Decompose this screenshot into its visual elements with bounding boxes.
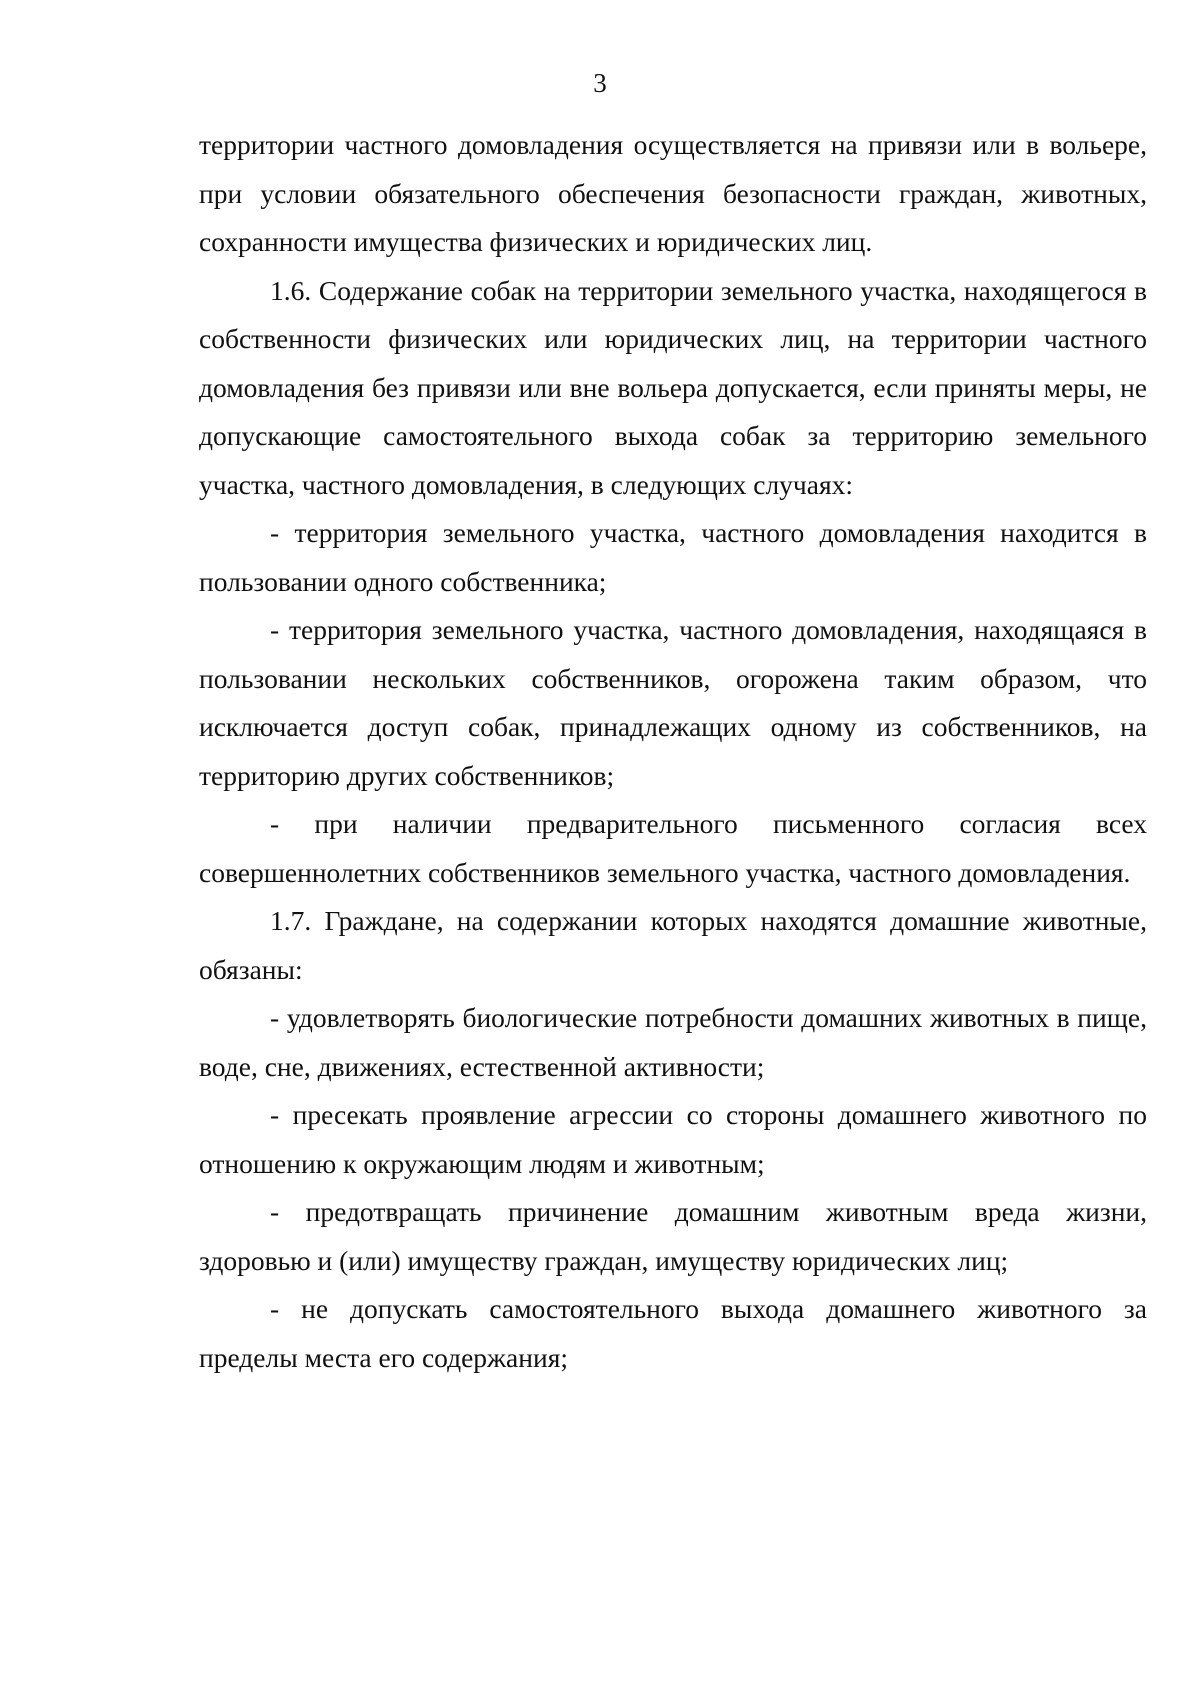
paragraph-1-6-dogs-without-leash: 1.6. Содержание собак на территории земельного участка, находящегося в собственности физических или юридических лиц, на территории частного домовладения без привязи или вне вольера допускается, если приняты меры, не допускающие самостоятельного выхода собак за территорию земельного участка, частного домовладения, в следующих случаях: (199, 274, 1147, 500)
list-item-multiple-owners-fenced: - территория земельного участка, частного домовладения, находящаяся в пользовании нескольких собственников, огорожена таким образом, что исключается доступ собак, принадлежащих одному из собственников, на территорию других собственников; (199, 614, 1147, 791)
list-item-prevent-harm: - предотвращать причинение домашним животным вреда жизни, здоровью и (или) имуществу граждан, имуществу юридических лиц; (199, 1196, 1147, 1276)
page-number: 3 (593, 68, 607, 98)
list-item-written-consent: - при наличии предварительного письменного согласия всех совершеннолетних собственников земельного участка, частного домовладения. (199, 808, 1147, 888)
list-item-biological-needs: - удовлетворять биологические потребности домашних животных в пище, воде, сне, движениях, естественной активности; (199, 1002, 1147, 1082)
list-item-no-self-exit: - не допускать самостоятельного выхода домашнего животного за пределы места его содержания; (199, 1293, 1147, 1373)
list-item-single-owner: - территория земельного участка, частного домовладения находится в пользовании одного собственника; (199, 517, 1147, 597)
paragraph-1-7-owner-obligations: 1.7. Граждане, на содержании которых находятся домашние животные, обязаны: (199, 905, 1147, 985)
paragraph-continuation-private-household: территории частного домовладения осуществляется на привязи или в вольере, при условии обязательного обеспечения безопасности граждан, животных, сохранности имущества физических и юридических лиц. (199, 129, 1147, 257)
list-item-stop-aggression: - пресекать проявление агрессии со стороны домашнего животного по отношению к окружающим людям и животным; (199, 1099, 1147, 1179)
document-body (199, 121, 1147, 1382)
